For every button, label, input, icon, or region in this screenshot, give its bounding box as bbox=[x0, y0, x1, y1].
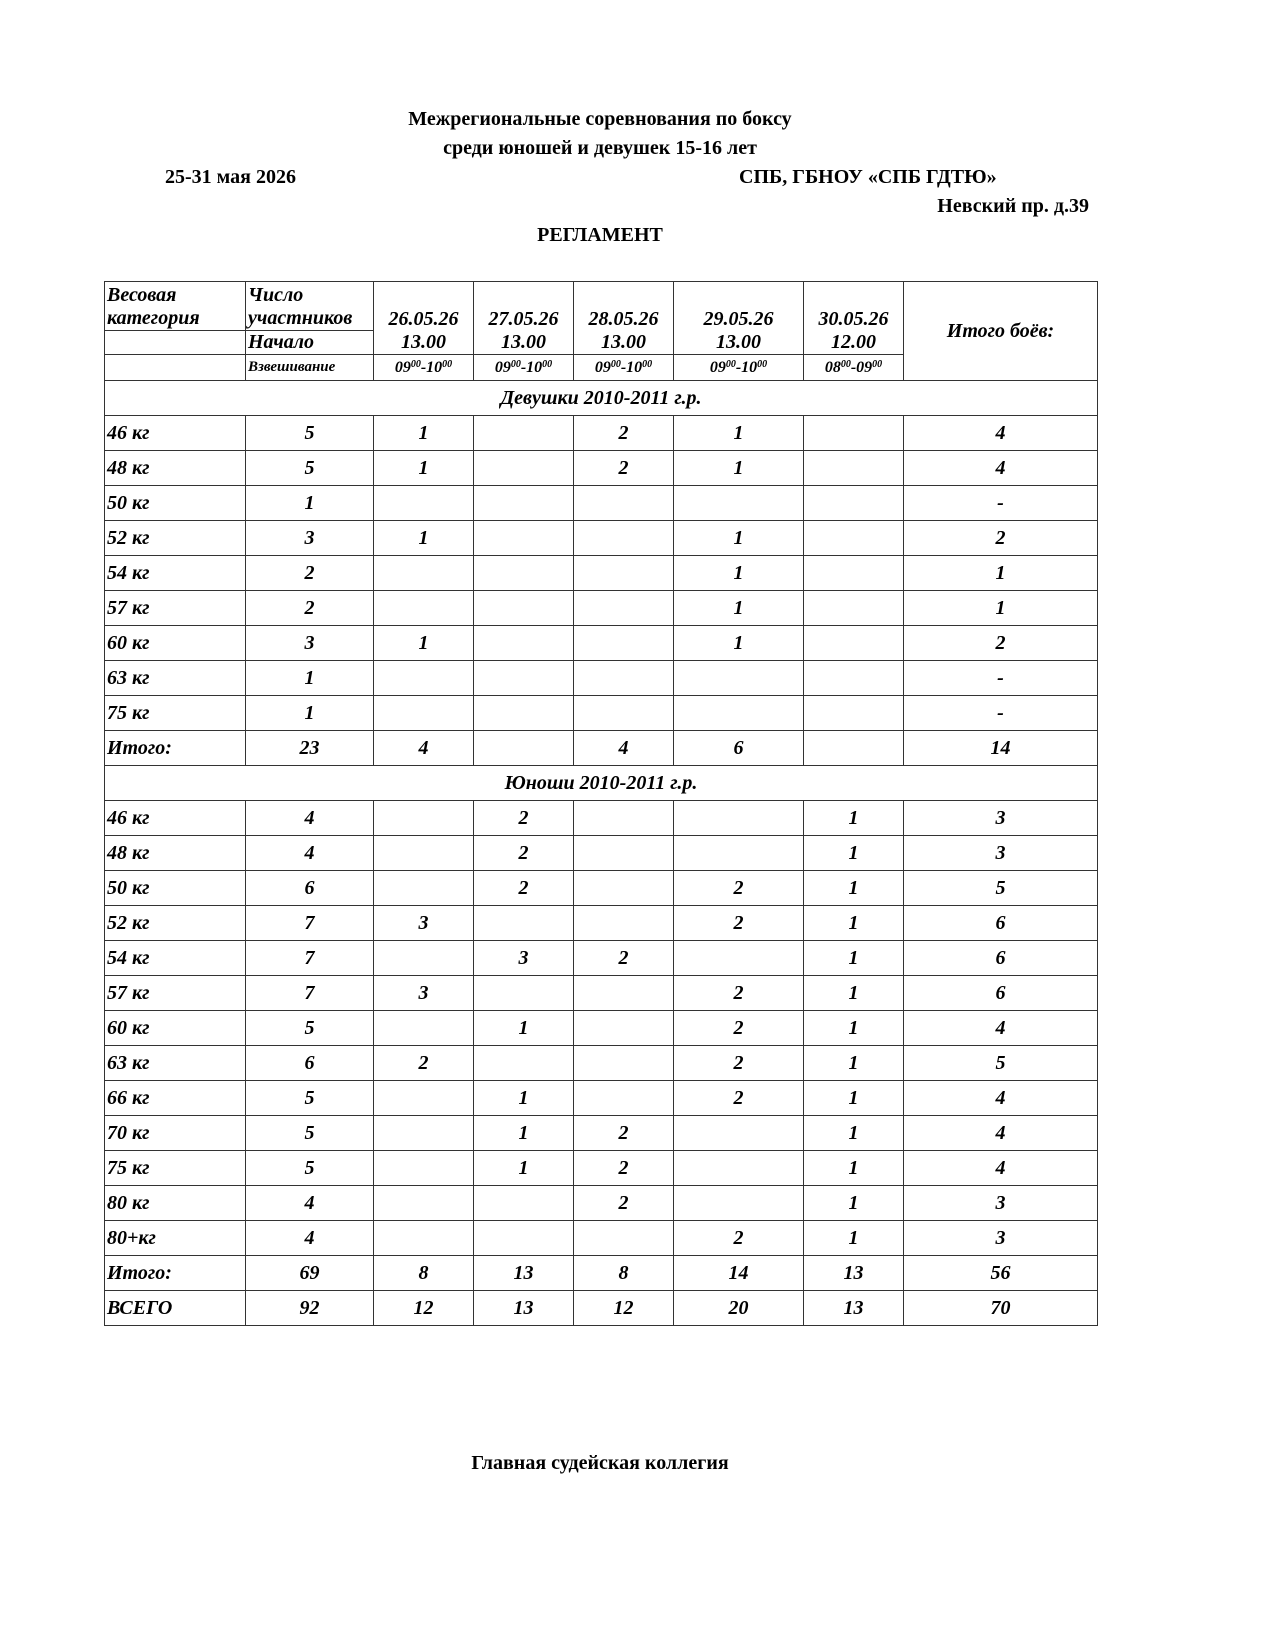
day-fights bbox=[474, 1046, 574, 1081]
event-venue: СПБ, ГБНОУ «СПБ ГДТЮ» bbox=[739, 166, 997, 188]
day-fights bbox=[804, 591, 904, 626]
table-row bbox=[105, 556, 1098, 591]
day-fights: 2 bbox=[674, 1011, 804, 1046]
weight-category: 63 кг bbox=[105, 1046, 246, 1081]
table-row bbox=[105, 1081, 1098, 1116]
participant-count: 69 bbox=[246, 1256, 374, 1291]
day-fights bbox=[374, 696, 474, 731]
day-fights: 1 bbox=[804, 941, 904, 976]
day-fights bbox=[804, 556, 904, 591]
day-fights: 1 bbox=[474, 1151, 574, 1186]
day-fights: 1 bbox=[674, 416, 804, 451]
day-fights: 13 bbox=[474, 1291, 574, 1326]
table-row bbox=[105, 451, 1098, 486]
day-fights bbox=[804, 661, 904, 696]
participant-count: 3 bbox=[246, 521, 374, 556]
day-fights bbox=[674, 661, 804, 696]
grand-total-row bbox=[105, 1291, 1098, 1326]
participant-count: 7 bbox=[246, 906, 374, 941]
day-fights bbox=[574, 871, 674, 906]
day-fights bbox=[474, 696, 574, 731]
day-fights: 2 bbox=[674, 976, 804, 1011]
day-fights: 1 bbox=[804, 1151, 904, 1186]
day-fights bbox=[674, 1151, 804, 1186]
day-fights: 12 bbox=[574, 1291, 674, 1326]
total-fights: - bbox=[904, 486, 1098, 521]
participant-count: 5 bbox=[246, 451, 374, 486]
weight-category: 60 кг bbox=[105, 1011, 246, 1046]
weight-category: Итого: bbox=[105, 731, 246, 766]
weight-category: 48 кг bbox=[105, 836, 246, 871]
weight-category: 52 кг bbox=[105, 906, 246, 941]
total-fights: 5 bbox=[904, 1046, 1098, 1081]
weight-category: 70 кг bbox=[105, 1116, 246, 1151]
day-fights bbox=[674, 486, 804, 521]
day-fights: 2 bbox=[574, 451, 674, 486]
day-fights: 14 bbox=[674, 1256, 804, 1291]
section-row bbox=[105, 766, 1098, 801]
day-fights bbox=[574, 801, 674, 836]
day-date: 28.05.26 bbox=[574, 282, 674, 331]
table-row bbox=[105, 1151, 1098, 1186]
day-fights: 2 bbox=[674, 1221, 804, 1256]
day-fights: 8 bbox=[574, 1256, 674, 1291]
day-fights: 1 bbox=[474, 1081, 574, 1116]
day-fights bbox=[374, 591, 474, 626]
day-weigh: $09^{00}-10^{00}$ bbox=[674, 355, 804, 381]
category-header bbox=[105, 282, 246, 331]
day-fights: 1 bbox=[804, 1046, 904, 1081]
total-fights: 2 bbox=[904, 521, 1098, 556]
weight-category: 57 кг bbox=[105, 976, 246, 1011]
total-fights: - bbox=[904, 661, 1098, 696]
day-fights: 2 bbox=[674, 871, 804, 906]
day-date: 29.05.26 bbox=[674, 282, 804, 331]
day-fights bbox=[574, 1221, 674, 1256]
section-row bbox=[105, 381, 1098, 416]
event-dates: 25-31 мая 2026 bbox=[165, 166, 296, 188]
weight-category: 66 кг bbox=[105, 1081, 246, 1116]
total-fights: 3 bbox=[904, 836, 1098, 871]
day-fights bbox=[804, 696, 904, 731]
day-fights bbox=[574, 661, 674, 696]
count-header-line1: Число bbox=[248, 284, 304, 306]
day-fights bbox=[374, 1151, 474, 1186]
table-row bbox=[105, 871, 1098, 906]
section-title: Девушки 2010-2011 г.р. bbox=[105, 381, 1098, 416]
weight-category: 54 кг bbox=[105, 941, 246, 976]
day-fights bbox=[574, 1046, 674, 1081]
day-fights: 13 bbox=[804, 1256, 904, 1291]
day-fights bbox=[804, 521, 904, 556]
participant-count: 2 bbox=[246, 556, 374, 591]
day-fights: 2 bbox=[574, 416, 674, 451]
table-row bbox=[105, 661, 1098, 696]
table-row bbox=[105, 1256, 1098, 1291]
total-fights: 70 bbox=[904, 1291, 1098, 1326]
participant-count: 5 bbox=[246, 416, 374, 451]
total-fights: 4 bbox=[904, 1081, 1098, 1116]
day-fights: 2 bbox=[474, 801, 574, 836]
participant-count: 5 bbox=[246, 1116, 374, 1151]
day-fights: 3 bbox=[374, 906, 474, 941]
day-fights: 2 bbox=[574, 1116, 674, 1151]
day-start: 12.00 bbox=[804, 331, 904, 355]
weight-category: 80+кг bbox=[105, 1221, 246, 1256]
day-fights: 2 bbox=[574, 1186, 674, 1221]
day-fights: 1 bbox=[674, 451, 804, 486]
participant-count: 1 bbox=[246, 696, 374, 731]
day-fights: 3 bbox=[374, 976, 474, 1011]
day-fights: 1 bbox=[674, 521, 804, 556]
total-fights: 4 bbox=[904, 1011, 1098, 1046]
day-fights bbox=[374, 1081, 474, 1116]
participant-count: 2 bbox=[246, 591, 374, 626]
day-fights: 2 bbox=[474, 871, 574, 906]
participant-count: 3 bbox=[246, 626, 374, 661]
day-fights bbox=[574, 626, 674, 661]
participant-count: 1 bbox=[246, 661, 374, 696]
weight-category: 46 кг bbox=[105, 416, 246, 451]
day-fights: 2 bbox=[374, 1046, 474, 1081]
weight-category: 63 кг bbox=[105, 661, 246, 696]
table-row bbox=[105, 801, 1098, 836]
total-fights: 1 bbox=[904, 556, 1098, 591]
participant-count: 4 bbox=[246, 836, 374, 871]
participant-count: 4 bbox=[246, 1186, 374, 1221]
day-fights bbox=[574, 1081, 674, 1116]
total-fights: 4 bbox=[904, 1151, 1098, 1186]
day-fights bbox=[374, 871, 474, 906]
day-fights bbox=[574, 591, 674, 626]
table-row bbox=[105, 1116, 1098, 1151]
schedule-table bbox=[104, 281, 1098, 1326]
day-fights bbox=[474, 486, 574, 521]
total-fights: 6 bbox=[904, 941, 1098, 976]
day-fights bbox=[474, 1221, 574, 1256]
day-fights: 1 bbox=[804, 1186, 904, 1221]
total-fights: 3 bbox=[904, 801, 1098, 836]
day-date: 26.05.26 bbox=[374, 282, 474, 331]
day-fights: 1 bbox=[804, 906, 904, 941]
day-start: 13.00 bbox=[474, 331, 574, 355]
weight-category: 54 кг bbox=[105, 556, 246, 591]
weight-category: Итого: bbox=[105, 1256, 246, 1291]
day-fights: 3 bbox=[474, 941, 574, 976]
weight-category: 60 кг bbox=[105, 626, 246, 661]
day-start: 13.00 bbox=[374, 331, 474, 355]
start-label: Начало bbox=[246, 331, 374, 355]
total-fights: - bbox=[904, 696, 1098, 731]
table-row bbox=[105, 1221, 1098, 1256]
total-fights: 2 bbox=[904, 626, 1098, 661]
day-start: 13.00 bbox=[574, 331, 674, 355]
day-fights bbox=[474, 556, 574, 591]
total-fights: 3 bbox=[904, 1186, 1098, 1221]
day-fights bbox=[474, 906, 574, 941]
day-fights bbox=[374, 941, 474, 976]
total-fights: 3 bbox=[904, 1221, 1098, 1256]
participant-count: 7 bbox=[246, 941, 374, 976]
day-fights: 1 bbox=[374, 416, 474, 451]
day-fights: 1 bbox=[804, 1116, 904, 1151]
day-fights: 1 bbox=[374, 626, 474, 661]
day-fights bbox=[804, 486, 904, 521]
day-fights bbox=[374, 1116, 474, 1151]
day-fights: 4 bbox=[374, 731, 474, 766]
table-row bbox=[105, 521, 1098, 556]
day-fights: 2 bbox=[474, 836, 574, 871]
day-fights bbox=[374, 1011, 474, 1046]
day-fights bbox=[674, 1186, 804, 1221]
day-fights: 4 bbox=[574, 731, 674, 766]
day-fights bbox=[804, 416, 904, 451]
total-fights-header: Итого боёв: bbox=[904, 282, 1098, 381]
event-subtitle: среди юношей и девушек 15-16 лет bbox=[443, 137, 757, 159]
day-fights: 1 bbox=[804, 1011, 904, 1046]
day-fights: 2 bbox=[674, 1081, 804, 1116]
table-row bbox=[105, 941, 1098, 976]
day-fights bbox=[804, 626, 904, 661]
day-fights: 1 bbox=[474, 1011, 574, 1046]
total-fights: 4 bbox=[904, 451, 1098, 486]
day-fights bbox=[474, 451, 574, 486]
participant-count: 4 bbox=[246, 801, 374, 836]
day-fights bbox=[374, 836, 474, 871]
day-fights bbox=[574, 556, 674, 591]
day-fights bbox=[474, 976, 574, 1011]
day-date: 30.05.26 bbox=[804, 282, 904, 331]
day-fights bbox=[374, 801, 474, 836]
weight-category: 50 кг bbox=[105, 871, 246, 906]
day-fights bbox=[574, 906, 674, 941]
day-fights: 2 bbox=[574, 1151, 674, 1186]
day-fights: 1 bbox=[804, 976, 904, 1011]
day-fights bbox=[474, 626, 574, 661]
count-header-line2: участников bbox=[248, 307, 353, 329]
day-fights: 1 bbox=[674, 556, 804, 591]
participant-count: 5 bbox=[246, 1151, 374, 1186]
day-fights bbox=[374, 661, 474, 696]
table-row bbox=[105, 1186, 1098, 1221]
section-title: Юноши 2010-2011 г.р. bbox=[105, 766, 1098, 801]
participant-count: 23 bbox=[246, 731, 374, 766]
total-fights: 6 bbox=[904, 906, 1098, 941]
count-header bbox=[246, 282, 374, 331]
blank-cell bbox=[105, 331, 246, 355]
participant-count: 6 bbox=[246, 1046, 374, 1081]
day-fights: 13 bbox=[804, 1291, 904, 1326]
total-fights: 1 bbox=[904, 591, 1098, 626]
day-fights bbox=[474, 591, 574, 626]
day-start: 13.00 bbox=[674, 331, 804, 355]
day-fights bbox=[674, 836, 804, 871]
day-fights: 1 bbox=[674, 591, 804, 626]
table-row bbox=[105, 696, 1098, 731]
weight-category: 52 кг bbox=[105, 521, 246, 556]
day-fights: 1 bbox=[804, 1081, 904, 1116]
table-row bbox=[105, 626, 1098, 661]
day-weigh: $08^{00}-09^{00}$ bbox=[804, 355, 904, 381]
category-header-line2: категория bbox=[107, 307, 200, 329]
day-fights bbox=[574, 486, 674, 521]
total-fights: 4 bbox=[904, 1116, 1098, 1151]
day-fights: 20 bbox=[674, 1291, 804, 1326]
day-fights bbox=[574, 976, 674, 1011]
day-fights: 1 bbox=[804, 1221, 904, 1256]
blank-cell bbox=[105, 355, 246, 381]
day-fights bbox=[574, 836, 674, 871]
day-fights: 2 bbox=[674, 906, 804, 941]
weight-category: 75 кг bbox=[105, 1151, 246, 1186]
day-fights bbox=[804, 731, 904, 766]
event-title: Межрегиональные соревнования по боксу bbox=[408, 108, 792, 130]
participant-count: 5 bbox=[246, 1081, 374, 1116]
table-row bbox=[105, 731, 1098, 766]
participant-count: 92 bbox=[246, 1291, 374, 1326]
day-fights bbox=[674, 696, 804, 731]
total-fights: 56 bbox=[904, 1256, 1098, 1291]
total-fights: 6 bbox=[904, 976, 1098, 1011]
day-weigh: $09^{00}-10^{00}$ bbox=[374, 355, 474, 381]
day-fights bbox=[374, 1221, 474, 1256]
day-weigh: $09^{00}-10^{00}$ bbox=[574, 355, 674, 381]
signature-line: Главная судейская коллегия bbox=[471, 1452, 729, 1474]
day-fights: 1 bbox=[474, 1116, 574, 1151]
day-fights bbox=[374, 556, 474, 591]
weight-category: 46 кг bbox=[105, 801, 246, 836]
weight-category: 50 кг bbox=[105, 486, 246, 521]
day-fights bbox=[574, 1011, 674, 1046]
day-fights: 2 bbox=[674, 1046, 804, 1081]
weight-category: 57 кг bbox=[105, 591, 246, 626]
day-fights: 1 bbox=[804, 871, 904, 906]
weight-category: 48 кг bbox=[105, 451, 246, 486]
participant-count: 5 bbox=[246, 1011, 374, 1046]
participant-count: 4 bbox=[246, 1221, 374, 1256]
day-weigh: $09^{00}-10^{00}$ bbox=[474, 355, 574, 381]
event-address: Невский пр. д.39 bbox=[937, 195, 1089, 217]
day-fights: 1 bbox=[804, 801, 904, 836]
day-fights bbox=[474, 731, 574, 766]
table-row bbox=[105, 836, 1098, 871]
table-row bbox=[105, 591, 1098, 626]
participant-count: 7 bbox=[246, 976, 374, 1011]
table-row bbox=[105, 486, 1098, 521]
participant-count: 6 bbox=[246, 871, 374, 906]
day-fights bbox=[474, 521, 574, 556]
table-row bbox=[105, 976, 1098, 1011]
day-fights: 13 bbox=[474, 1256, 574, 1291]
day-fights bbox=[574, 696, 674, 731]
day-date: 27.05.26 bbox=[474, 282, 574, 331]
participant-count: 1 bbox=[246, 486, 374, 521]
header-row-dates bbox=[105, 282, 1098, 331]
day-fights: 2 bbox=[574, 941, 674, 976]
total-fights: 5 bbox=[904, 871, 1098, 906]
day-fights bbox=[574, 521, 674, 556]
day-fights bbox=[374, 1186, 474, 1221]
day-fights bbox=[804, 451, 904, 486]
table-row bbox=[105, 416, 1098, 451]
total-fights: 14 bbox=[904, 731, 1098, 766]
table-row bbox=[105, 1011, 1098, 1046]
day-fights bbox=[474, 661, 574, 696]
weight-category: 80 кг bbox=[105, 1186, 246, 1221]
weight-category: ВСЕГО bbox=[105, 1291, 246, 1326]
day-fights bbox=[674, 941, 804, 976]
day-fights bbox=[674, 801, 804, 836]
day-fights: 12 bbox=[374, 1291, 474, 1326]
day-fights bbox=[674, 1116, 804, 1151]
day-fights: 6 bbox=[674, 731, 804, 766]
day-fights: 8 bbox=[374, 1256, 474, 1291]
day-fights: 1 bbox=[674, 626, 804, 661]
category-header-line1: Весовая bbox=[107, 284, 177, 306]
day-fights: 1 bbox=[374, 451, 474, 486]
table-row bbox=[105, 1046, 1098, 1081]
table-row bbox=[105, 906, 1098, 941]
day-fights: 1 bbox=[804, 836, 904, 871]
weight-category: 75 кг bbox=[105, 696, 246, 731]
day-fights bbox=[474, 1186, 574, 1221]
total-fights: 4 bbox=[904, 416, 1098, 451]
day-fights bbox=[374, 486, 474, 521]
day-fights bbox=[474, 416, 574, 451]
weigh-label: Взвешивание bbox=[246, 355, 374, 381]
day-fights: 1 bbox=[374, 521, 474, 556]
document-title: РЕГЛАМЕНТ bbox=[537, 224, 663, 246]
